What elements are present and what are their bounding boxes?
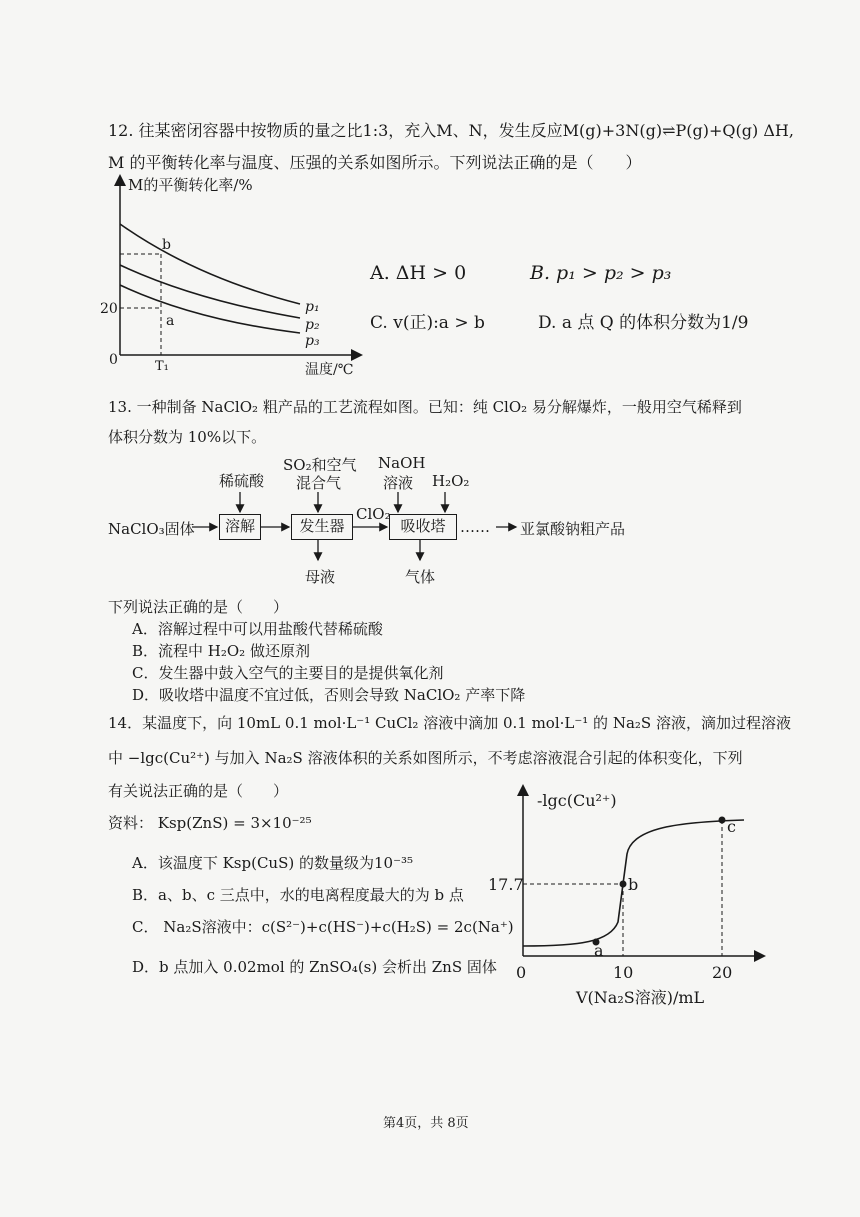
q14-option-b: B．a、b、c 三点中，水的电离程度最大的为 b 点 xyxy=(132,886,464,904)
q14-stem-line2: 中 −lgc(Cu²⁺) 与加入 Na₂S 溶液体积的关系如图所示，不考虑溶液混合引起的体积变化，下列 xyxy=(108,749,743,767)
q14-point-b-dot xyxy=(620,881,627,888)
q12-option-d: D. a 点 Q 的体积分数为1/9 xyxy=(538,313,749,333)
q12-ylabel: M的平衡转化率/% xyxy=(128,176,253,194)
q13-option-c: C．发生器中鼓入空气的主要目的是提供氧化剂 xyxy=(132,664,444,682)
q14-option-c: C． Na₂S溶液中：c(S²⁻)+c(HS⁻)+c(H₂S) = 2c(Na⁺) xyxy=(132,918,514,936)
q14-stem-line1: 14．某温度下，向 10mL 0.1 mol·L⁻¹ CuCl₂ 溶液中滴加 0.1 mol·L⁻¹ 的 Na₂S 溶液，滴加过程溶液 xyxy=(108,714,791,732)
q14-data: 资料： Ksp(ZnS) = 3×10⁻²⁵ xyxy=(108,814,312,832)
flow-input-mixed-gas: 混合气 xyxy=(296,474,342,492)
flow-dots: …… xyxy=(460,518,490,536)
q14-ylabel: -lgc(Cu²⁺) xyxy=(537,791,617,810)
page-footer: 第4页，共 8页 xyxy=(383,1116,469,1131)
q14-xlabel: V(Na₂S溶液)/mL xyxy=(576,988,705,1007)
q12-option-b: B. p₁ > p₂ > p₃ xyxy=(530,262,672,284)
q12-stem-line2: M 的平衡转化率与温度、压强的关系如图所示。下列说法正确的是（ ） xyxy=(108,153,642,172)
flow-output-gas: 气体 xyxy=(405,568,436,586)
q13-option-d: D．吸收塔中温度不宜过低，否则会导致 NaClO₂ 产率下降 xyxy=(132,686,526,704)
flow-input-dilute-h2so4: 稀硫酸 xyxy=(219,472,265,490)
q13-stem-line2: 体积分数为 10%以下。 xyxy=(108,428,267,446)
q12-stem-line1: 12. 往某密闭容器中按物质的量之比1:3，充入M、N，发生反应M(g)+3N(g)⇌P(g)+Q(g) ΔH, xyxy=(108,121,794,140)
q14-origin: 0 xyxy=(516,963,527,982)
flow-input-naoh: NaOH xyxy=(378,454,426,472)
q12-label-p1: p₁ xyxy=(305,299,320,315)
q13-question: 下列说法正确的是（ ） xyxy=(108,598,289,616)
q14-ytick: 17.7 xyxy=(488,875,524,894)
q14-xtick-20: 20 xyxy=(712,963,733,982)
q14-point-a-label: a xyxy=(594,941,604,960)
q13-option-b: B．流程中 H₂O₂ 做还原剂 xyxy=(132,642,310,660)
q12-label-p3: p₃ xyxy=(305,333,320,349)
flow-output-mother-liquor: 母液 xyxy=(305,568,336,586)
q14-point-b-label: b xyxy=(628,875,639,894)
q12-xtick-T1: T₁ xyxy=(155,359,169,374)
q12-point-b: b xyxy=(162,237,171,253)
q12-option-a: A. ΔH > 0 xyxy=(370,262,467,284)
flow-end-product: 亚氯酸钠粗产品 xyxy=(520,520,626,538)
flow-arrows xyxy=(0,440,560,570)
q14-graph xyxy=(480,782,770,1014)
q12-curve-p1 xyxy=(120,224,300,304)
q12-option-c: C. v(正):a > b xyxy=(370,313,485,333)
q12-curve-p3 xyxy=(120,285,300,333)
q12-graph xyxy=(95,172,370,382)
q14-xtick-10: 10 xyxy=(613,963,634,982)
q14-option-a: A．该温度下 Ksp(CuS) 的数量级为10⁻³⁵ xyxy=(132,854,414,872)
q13-option-a: A．溶解过程中可以用盐酸代替稀硫酸 xyxy=(132,620,383,638)
q12-ytick-20: 20 xyxy=(100,301,118,317)
flow-box-absorber: 吸收塔 xyxy=(389,514,457,540)
flow-mid-clo2: ClO₂ xyxy=(356,505,391,523)
q12-origin: 0 xyxy=(109,352,118,368)
q12-xlabel: 温度/℃ xyxy=(305,362,354,378)
q14-point-c-label: c xyxy=(727,817,736,836)
q13-stem-line1: 13. 一种制备 NaClO₂ 粗产品的工艺流程如图。已知：纯 ClO₂ 易分解爆炸，一般用空气稀释到 xyxy=(108,398,742,416)
q14-point-c-dot xyxy=(719,817,726,824)
flow-input-so2-air: SO₂和空气 xyxy=(283,456,357,474)
q12-point-a: a xyxy=(166,313,175,329)
flow-box-dissolve: 溶解 xyxy=(219,514,261,540)
q14-option-d: D．b 点加入 0.02mol 的 ZnSO₄(s) 会析出 ZnS 固体 xyxy=(132,958,497,976)
flow-box-generator: 发生器 xyxy=(291,514,353,540)
flow-input-solution: 溶液 xyxy=(383,474,414,492)
flow-input-h2o2: H₂O₂ xyxy=(432,472,470,490)
q14-stem-line3: 有关说法正确的是（ ） xyxy=(108,782,289,800)
flow-start-naclo3: NaClO₃固体 xyxy=(108,520,195,538)
q12-label-p2: p₂ xyxy=(305,317,320,333)
